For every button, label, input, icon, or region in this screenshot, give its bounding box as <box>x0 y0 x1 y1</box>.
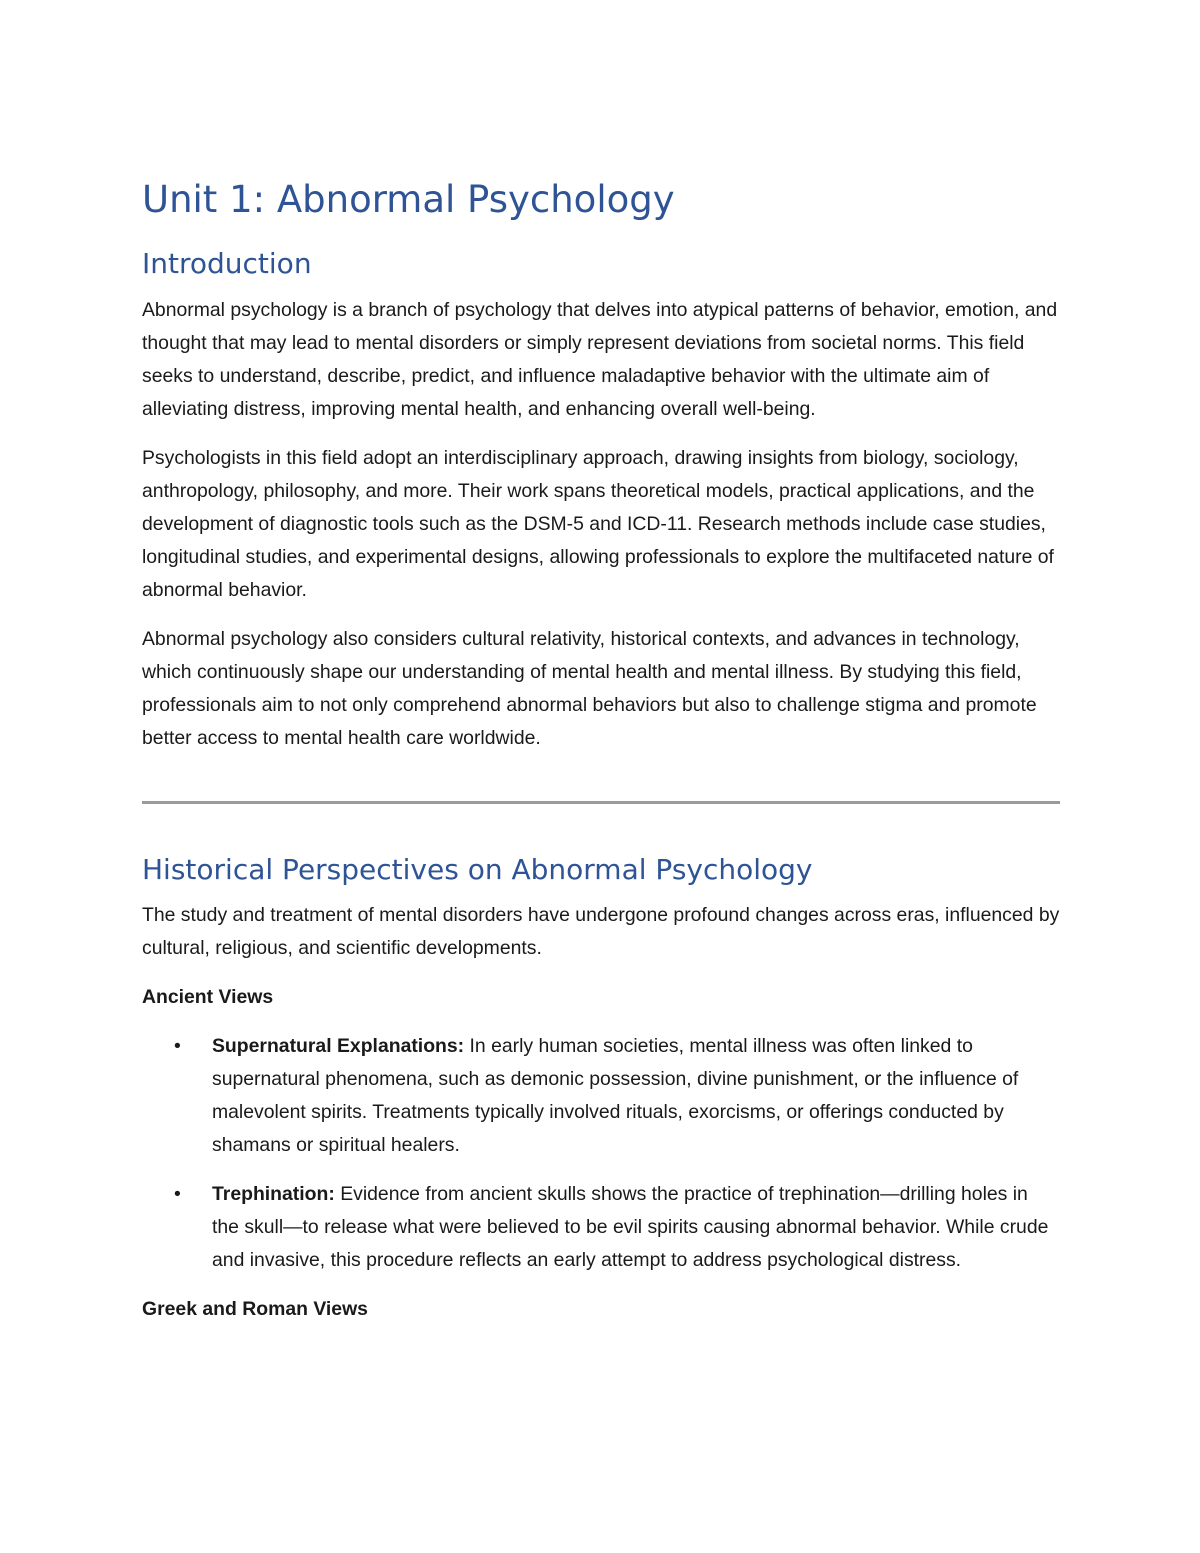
historical-intro-paragraph: The study and treatment of mental disorders have undergone profound changes across eras, influenced by cultural, religious, and scientific developments. <box>142 904 1060 959</box>
bullet-icon: • <box>174 1035 181 1057</box>
list-item-term: Trephination: <box>212 1183 335 1205</box>
ancient-views-heading: Ancient Views <box>142 986 274 1008</box>
list-item-text: In early human societies, mental illness was often linked to supernatural phenomena, such as demonic possession, divine punishment, or the influence of malevolent spirits. Treatments typically involved rituals, exorcisms, or offerings conducted by shamans or spiritual healers. <box>212 1035 1019 1156</box>
introduction-heading: Introduction <box>142 247 312 280</box>
introduction-paragraph-2: Psychologists in this field adopt an interdisciplinary approach, drawing insights from biology, sociology, anthropology, philosophy, and more. Their work spans theoretical models, practical applications, and the development of diagnostic tools such as the DSM-5 and ICD-11. Research methods include case studies, longitudinal studies, and experimental designs, allowing professionals to explore the multifaceted nature of abnormal behavior. <box>142 447 1054 601</box>
historical-perspectives-heading: Historical Perspectives on Abnormal Psychology <box>142 853 813 886</box>
historical-perspectives-section <box>142 899 1060 1342</box>
ancient-views-list <box>142 1030 1060 1277</box>
introduction-paragraph-1: Abnormal psychology is a branch of psychology that delves into atypical patterns of behavior, emotion, and thought that may lead to mental disorders or simply represent deviations from societal norms. This field seeks to understand, describe, predict, and influence maladaptive behavior with the ultimate aim of alleviating distress, improving mental health, and enhancing overall well-being. <box>142 299 1058 420</box>
list-item-supernatural-explanations <box>142 1030 1060 1162</box>
bullet-icon: • <box>174 1183 181 1205</box>
list-item-term: Supernatural Explanations: <box>212 1035 465 1057</box>
introduction-section <box>142 294 1060 771</box>
document-title: Unit 1: Abnormal Psychology <box>142 178 675 221</box>
horizontal-rule <box>142 801 1060 804</box>
introduction-paragraph-3: Abnormal psychology also considers cultural relativity, historical contexts, and advances in technology, which continuously shape our understanding of mental health and mental illness. By studying this field, professionals aim to not only comprehend abnormal behaviors but also to challenge stigma and promote better access to mental health care worldwide. <box>142 628 1037 749</box>
list-item-trephination <box>142 1178 1060 1277</box>
list-item-text: Evidence from ancient skulls shows the practice of trephination—drilling holes in the skull—to release what were believed to be evil spirits causing abnormal behavior. While crude and invasive, this procedure reflects an early attempt to address psychological distress. <box>212 1183 1049 1271</box>
greek-roman-views-heading: Greek and Roman Views <box>142 1298 368 1320</box>
